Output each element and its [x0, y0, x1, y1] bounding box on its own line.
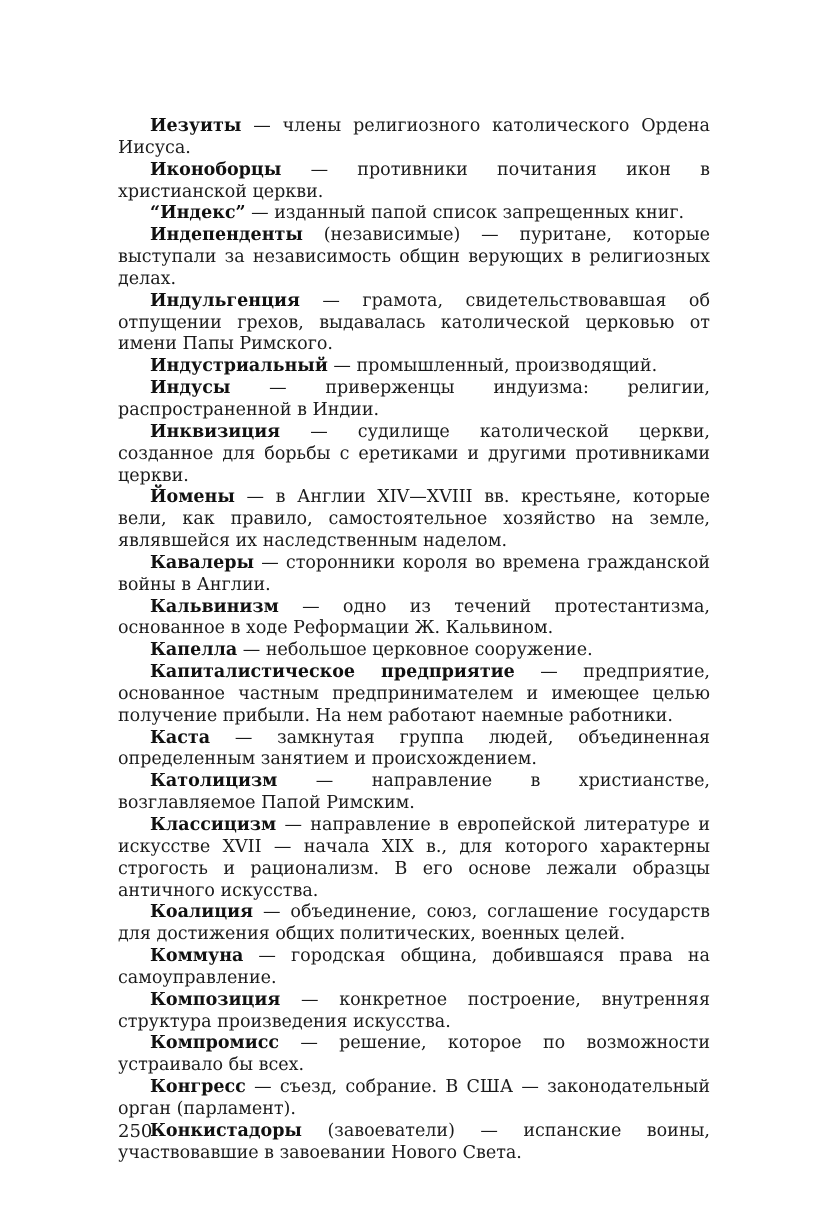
- glossary-definition: — противники почитания икон в христианской церкви.: [118, 159, 710, 202]
- glossary-text: [118, 116, 710, 1165]
- glossary-term: Коммуна: [150, 946, 244, 967]
- glossary-entry: [118, 662, 710, 728]
- glossary-definition: — небольшое церковное сооружение.: [237, 640, 593, 661]
- glossary-definition: — замкнутая группа людей, объединенная определенным занятием и происхождением.: [118, 727, 710, 770]
- glossary-definition: — одно из течений протестантизма, основанное в ходе Реформации Ж. Кальвином.: [118, 596, 710, 639]
- glossary-definition: — судилище католической церкви, созданное для борьбы с еретиками и другими противниками церкви.: [118, 421, 710, 486]
- glossary-definition: — промышленный, производящий.: [327, 356, 658, 377]
- glossary-definition: — члены религиозного католического Ордена Иисуса.: [118, 116, 710, 158]
- glossary-entry: [118, 640, 710, 662]
- glossary-definition: — направление в европейской литературе и искусстве XVII — начала XIX в., для которого характерны строгость и рационализм. В его основе лежали образцы античного искусства.: [118, 815, 710, 901]
- glossary-term: Индустриальный: [150, 356, 328, 377]
- glossary-definition: — направление в христианстве, возглавляемое Папой Римским.: [118, 771, 710, 814]
- glossary-definition: (завоеватели) — испанские воины, участвовавшие в завоевании Нового Света.: [118, 1120, 710, 1163]
- glossary-entry: [118, 487, 710, 553]
- glossary-term: Капелла: [150, 640, 238, 661]
- glossary-entry: [118, 946, 710, 990]
- glossary-definition: — объединение, союз, соглашение государств для достижения общих политических, военных целей.: [118, 902, 710, 945]
- glossary-entry: [118, 160, 710, 204]
- glossary-definition: — предприятие, основанное частным предпринимателем и имеющее целью получение прибыли. На нем работают наемные работники.: [118, 662, 710, 726]
- glossary-term: Кавалеры: [150, 552, 255, 573]
- glossary-entry: [118, 771, 710, 815]
- glossary-term: Каста: [150, 727, 211, 748]
- glossary-entry: [118, 422, 710, 488]
- glossary-term: Коалиция: [150, 902, 254, 923]
- glossary-term: Инквизиция: [150, 421, 281, 442]
- glossary-term: Католицизм: [150, 771, 278, 792]
- glossary-entry: [118, 1077, 710, 1121]
- glossary-term: Компромисс: [150, 1033, 280, 1054]
- glossary-term: Капиталистическое предприятие: [150, 662, 515, 683]
- glossary-entry: [118, 597, 710, 641]
- glossary-entry: [118, 553, 710, 597]
- glossary-definition: — решение, которое по возможности устраивало бы всех.: [118, 1033, 710, 1076]
- glossary-entry: [118, 378, 710, 422]
- glossary-term: Конгресс: [150, 1077, 246, 1098]
- glossary-entry: [118, 1121, 710, 1165]
- glossary-entry: [118, 116, 710, 160]
- glossary-term: Иконоборцы: [150, 159, 282, 180]
- glossary-term: Кальвинизм: [150, 596, 279, 617]
- glossary-entry: [118, 728, 710, 772]
- glossary-entry: [118, 203, 710, 225]
- glossary-definition: — городская община, добившаяся права на самоуправление.: [118, 946, 710, 988]
- glossary-entry: [118, 815, 710, 902]
- glossary-definition: — изданный папой список запрещенных книг.: [245, 203, 685, 224]
- glossary-term: Композиция: [150, 989, 281, 1010]
- glossary-term: Индульгенция: [150, 290, 300, 311]
- glossary-term: Конкистадоры: [150, 1120, 302, 1141]
- glossary-definition: — приверженцы индуизма: религии, распространенной в Индии.: [118, 378, 710, 420]
- glossary-entry: [118, 1033, 710, 1077]
- glossary-term: Классицизм: [150, 815, 277, 835]
- glossary-entry: [118, 902, 710, 946]
- glossary-definition: — сторонники короля во времена гражданской войны в Англии.: [118, 552, 710, 595]
- page-number: 250: [118, 1121, 153, 1142]
- glossary-entry: [118, 225, 710, 291]
- glossary-entry: [118, 356, 710, 378]
- glossary-term: Индусы: [150, 378, 231, 399]
- glossary-definition: — съезд, собрание. В США — законодательный орган (парламент).: [118, 1077, 710, 1119]
- glossary-definition: — в Англии XIV—XVIII вв. крестьяне, которые вели, как правило, самостоятельное хозяйство на земле, являвшейся их наследственным наделом.: [118, 487, 710, 552]
- glossary-term: Йомены: [150, 487, 235, 508]
- glossary-term: “Индекс”: [150, 203, 246, 224]
- glossary-entry: [118, 990, 710, 1034]
- glossary-definition: (независимые) — пуритане, которые выступали за независимость общин верующих в религиозных делах.: [118, 225, 710, 289]
- glossary-definition: — грамота, свидетельствовавшая об отпущении грехов, выдавалась католической церковью от имени Папы Римского.: [118, 290, 710, 355]
- glossary-definition: — конкретное построение, внутренняя структура произведения искусства.: [118, 989, 710, 1032]
- glossary-term: Иезуиты: [150, 116, 242, 136]
- glossary-entry: [118, 291, 710, 357]
- glossary-term: Индепенденты: [150, 225, 303, 246]
